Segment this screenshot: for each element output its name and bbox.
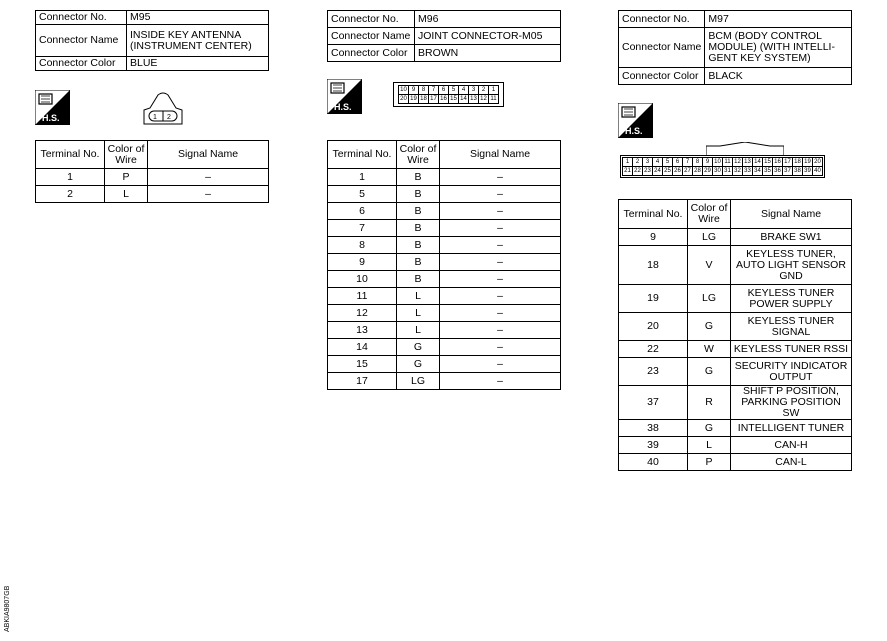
color-cell: G	[688, 358, 731, 386]
info-value: BROWN	[415, 45, 561, 62]
hs-label: H.S.	[625, 126, 643, 136]
table-row	[328, 322, 561, 339]
terminal-cell: 38	[619, 420, 688, 437]
signal-cell: –	[440, 271, 561, 288]
terminal-cell: 20	[619, 313, 688, 341]
info-label: Connector No.	[36, 11, 127, 25]
table-row	[328, 271, 561, 288]
terminal-cell: 18	[619, 246, 688, 285]
m97-signal-table	[618, 199, 852, 471]
pin-label: 40	[814, 168, 821, 174]
signal-cell: –	[440, 254, 561, 271]
table-row	[619, 285, 852, 313]
pin-label: 2	[167, 114, 171, 121]
color-cell: P	[105, 169, 148, 186]
col-signal: Signal Name	[731, 200, 852, 229]
pin-label: 16	[774, 159, 781, 165]
color-cell: LG	[688, 229, 731, 246]
pin-label: 33	[744, 168, 751, 174]
terminal-cell: 8	[328, 237, 397, 254]
color-cell: R	[688, 386, 731, 420]
color-cell: LG	[688, 285, 731, 313]
m96-connector-block	[327, 10, 561, 62]
terminal-cell: 12	[328, 305, 397, 322]
table-row	[328, 169, 561, 186]
info-value: BCM (BODY CONTROL MODULE) (WITH INTELLI-GENT KEY SYSTEM)	[705, 28, 852, 68]
pin-label: 13	[470, 96, 477, 102]
terminal-cell: 6	[328, 203, 397, 220]
col-color: Color of Wire	[688, 200, 731, 229]
terminal-cell: 17	[328, 373, 397, 390]
hand-symbol-icon	[327, 79, 362, 114]
col-signal: Signal Name	[148, 141, 269, 169]
m97-pin-grid	[622, 157, 823, 176]
pin-label: 14	[460, 96, 467, 102]
signal-cell: –	[440, 322, 561, 339]
table-row	[619, 313, 852, 341]
pin-label: 11	[490, 96, 497, 102]
color-cell: B	[397, 254, 440, 271]
color-cell: G	[688, 313, 731, 341]
pin-label: 6	[439, 86, 449, 95]
pin-label: 1	[489, 86, 499, 95]
pin-label: 9	[409, 86, 419, 95]
pin-label: 34	[754, 168, 761, 174]
pin-label: 26	[674, 168, 681, 174]
col-color: Color of Wire	[105, 141, 148, 169]
pin-label: 28	[694, 168, 701, 174]
color-cell: B	[397, 203, 440, 220]
pin-label: 22	[634, 168, 641, 174]
color-cell: B	[397, 186, 440, 203]
signal-cell: –	[148, 169, 269, 186]
pin-label: 7	[429, 86, 439, 95]
pin-label: 37	[784, 168, 791, 174]
col-terminal: Terminal No.	[36, 141, 105, 169]
info-label: Connector Name	[328, 28, 415, 45]
terminal-cell: 9	[328, 254, 397, 271]
pin-label: 4	[653, 158, 663, 167]
col-terminal: Terminal No.	[619, 200, 688, 229]
pin-label: 19	[804, 159, 811, 165]
pin-label: 19	[410, 96, 417, 102]
info-value: JOINT CONNECTOR-M05	[415, 28, 561, 45]
color-cell: L	[397, 322, 440, 339]
terminal-cell: 10	[328, 271, 397, 288]
m97-info-table	[618, 10, 852, 85]
table-row	[619, 437, 852, 454]
pin-label: 10	[400, 87, 407, 93]
pin-label: 24	[654, 168, 661, 174]
table-row	[328, 237, 561, 254]
pin-label: 5	[663, 158, 673, 167]
m96-signal-table	[327, 140, 561, 390]
m96-info-table	[327, 10, 561, 62]
signal-cell: KEYLESS TUNER POWER SUPPLY	[731, 285, 852, 313]
pin-label: 9	[703, 158, 713, 167]
color-cell: P	[688, 454, 731, 471]
hs-label: H.S.	[42, 113, 60, 123]
table-row	[328, 220, 561, 237]
info-value: M96	[415, 11, 561, 28]
table-row	[619, 229, 852, 246]
col-color: Color of Wire	[397, 141, 440, 169]
signal-cell: SECURITY INDICATOR OUTPUT	[731, 358, 852, 386]
info-label: Connector Color	[328, 45, 415, 62]
pin-label: 6	[673, 158, 683, 167]
signal-cell: –	[148, 186, 269, 203]
signal-cell: KEYLESS TUNER SIGNAL	[731, 313, 852, 341]
table-row	[36, 186, 269, 203]
pin-label: 27	[684, 168, 691, 174]
table-row	[619, 420, 852, 437]
info-label: Connector No.	[328, 11, 415, 28]
m97-connector-latch	[706, 142, 784, 156]
pin-label: 15	[764, 159, 771, 165]
terminal-cell: 19	[619, 285, 688, 313]
terminal-cell: 5	[328, 186, 397, 203]
pin-label: 29	[704, 168, 711, 174]
signal-cell: –	[440, 305, 561, 322]
table-row	[328, 373, 561, 390]
color-cell: L	[688, 437, 731, 454]
pin-label: 15	[450, 96, 457, 102]
table-row	[328, 254, 561, 271]
hand-symbol-icon	[35, 90, 70, 125]
m95-connector-block	[35, 10, 269, 71]
terminal-cell: 39	[619, 437, 688, 454]
signal-cell: –	[440, 186, 561, 203]
pin-label: 13	[744, 159, 751, 165]
signal-cell: KEYLESS TUNER, AUTO LIGHT SENSOR GND	[731, 246, 852, 285]
pin-label: 17	[430, 96, 437, 102]
m97-connector-face	[620, 155, 825, 178]
pin-label: 23	[644, 168, 651, 174]
info-value: BLACK	[705, 68, 852, 85]
signal-cell: CAN-L	[731, 454, 852, 471]
table-row	[619, 341, 852, 358]
pin-label: 16	[440, 96, 447, 102]
color-cell: G	[397, 356, 440, 373]
signal-cell: –	[440, 356, 561, 373]
figure-code: ABKIA9807GB	[4, 585, 11, 632]
table-row	[328, 288, 561, 305]
terminal-cell: 23	[619, 358, 688, 386]
pin-label: 18	[420, 96, 427, 102]
m95-signal-block	[35, 140, 269, 203]
info-value: M97	[705, 11, 852, 28]
terminal-cell: 1	[36, 169, 105, 186]
pin-label: 17	[784, 159, 791, 165]
color-cell: LG	[397, 373, 440, 390]
table-row	[619, 454, 852, 471]
pin-label: 35	[764, 168, 771, 174]
pin-label: 14	[754, 159, 761, 165]
color-cell: B	[397, 237, 440, 254]
pin-label: 25	[664, 168, 671, 174]
terminal-cell: 37	[619, 386, 688, 420]
signal-cell: –	[440, 169, 561, 186]
m97-signal-block	[618, 199, 852, 471]
signal-cell: –	[440, 288, 561, 305]
pin-label: 36	[774, 168, 781, 174]
color-cell: L	[397, 288, 440, 305]
info-label: Connector Name	[619, 28, 705, 68]
terminal-cell: 14	[328, 339, 397, 356]
pin-label: 11	[724, 159, 731, 165]
signal-cell: KEYLESS TUNER RSSI	[731, 341, 852, 358]
info-label: Connector Color	[36, 57, 127, 71]
pin-label: 38	[794, 168, 801, 174]
signal-cell: SHIFT P POSITION, PARKING POSITION SW	[731, 386, 852, 420]
m96-pin-grid	[398, 85, 499, 104]
m95-signal-table	[35, 140, 269, 203]
col-signal: Signal Name	[440, 141, 561, 169]
m95-info-table	[35, 10, 269, 71]
hs-label: H.S.	[334, 102, 352, 112]
pin-label: 31	[724, 168, 731, 174]
pin-label: 21	[624, 168, 631, 174]
terminal-cell: 9	[619, 229, 688, 246]
m96-connector-face	[393, 82, 504, 107]
pin-label: 20	[814, 159, 821, 165]
signal-cell: –	[440, 237, 561, 254]
color-cell: W	[688, 341, 731, 358]
terminal-cell: 15	[328, 356, 397, 373]
info-label: Connector No.	[619, 11, 705, 28]
table-row	[619, 358, 852, 386]
pin-label: 5	[449, 86, 459, 95]
pin-label: 8	[693, 158, 703, 167]
pin-label: 12	[734, 159, 741, 165]
table-row	[619, 386, 852, 420]
table-row	[36, 169, 269, 186]
pin-label: 4	[459, 86, 469, 95]
color-cell: B	[397, 220, 440, 237]
terminal-cell: 1	[328, 169, 397, 186]
signal-cell: –	[440, 339, 561, 356]
signal-cell: CAN-H	[731, 437, 852, 454]
signal-cell: –	[440, 373, 561, 390]
terminal-cell: 40	[619, 454, 688, 471]
terminal-cell: 11	[328, 288, 397, 305]
table-row	[328, 305, 561, 322]
m96-signal-block	[327, 140, 561, 390]
pin-label: 12	[480, 96, 487, 102]
signal-cell: –	[440, 220, 561, 237]
pin-label: 20	[400, 96, 407, 102]
color-cell: V	[688, 246, 731, 285]
info-value: M95	[127, 11, 269, 25]
signal-cell: –	[440, 203, 561, 220]
m95-connector-face	[140, 92, 186, 133]
info-label: Connector Name	[36, 25, 127, 57]
terminal-cell: 13	[328, 322, 397, 339]
pin-label: 3	[643, 158, 653, 167]
color-cell: G	[688, 420, 731, 437]
pin-label: 8	[419, 86, 429, 95]
terminal-cell: 22	[619, 341, 688, 358]
pin-label: 18	[794, 159, 801, 165]
pin-label: 1	[623, 158, 633, 167]
pin-label: 7	[683, 158, 693, 167]
color-cell: L	[397, 305, 440, 322]
color-cell: B	[397, 271, 440, 288]
pin-label: 3	[469, 86, 479, 95]
table-row	[328, 203, 561, 220]
color-cell: G	[397, 339, 440, 356]
table-row	[619, 246, 852, 285]
signal-cell: INTELLIGENT TUNER	[731, 420, 852, 437]
table-row	[328, 339, 561, 356]
terminal-cell: 2	[36, 186, 105, 203]
pin-label: 32	[734, 168, 741, 174]
col-terminal: Terminal No.	[328, 141, 397, 169]
terminal-cell: 7	[328, 220, 397, 237]
signal-cell: BRAKE SW1	[731, 229, 852, 246]
hand-symbol-icon	[618, 103, 653, 138]
info-value: BLUE	[127, 57, 269, 71]
pin-label: 2	[633, 158, 643, 167]
table-row	[328, 356, 561, 373]
pin-label: 10	[714, 159, 721, 165]
color-cell: L	[105, 186, 148, 203]
table-row	[328, 186, 561, 203]
info-value: INSIDE KEY ANTENNA (INSTRUMENT CENTER)	[127, 25, 269, 57]
color-cell: B	[397, 169, 440, 186]
pin-label: 2	[479, 86, 489, 95]
pin-label: 30	[714, 168, 721, 174]
info-label: Connector Color	[619, 68, 705, 85]
pin-label: 1	[153, 114, 157, 121]
pin-label: 39	[804, 168, 811, 174]
m97-connector-block	[618, 10, 852, 85]
